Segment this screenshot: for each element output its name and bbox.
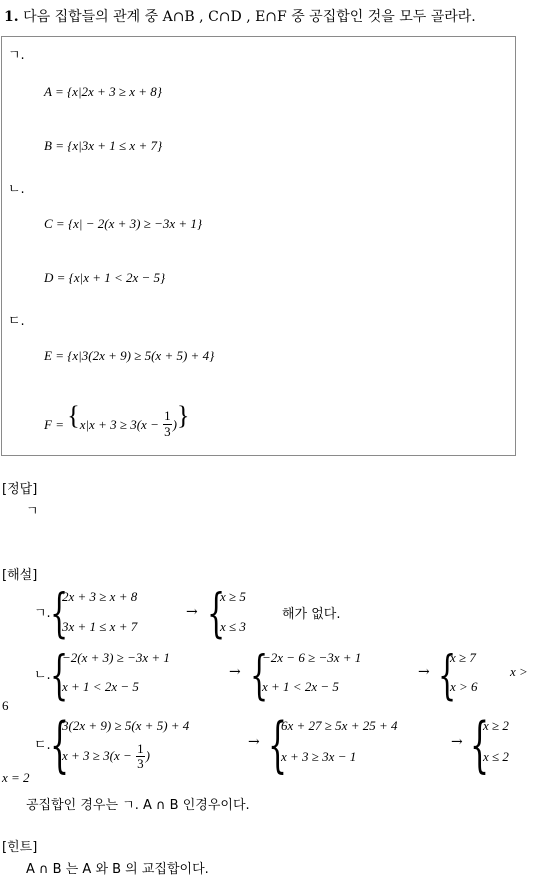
solution-3-fraction [136, 742, 145, 772]
hint-text: A ∩ B 는 A 와 B 의 교집합이다. [26, 862, 209, 877]
solution-3-arrow-1: → [248, 734, 260, 750]
solution-3-brace-1: { [50, 710, 70, 780]
solution-3-brace-3: { [470, 710, 490, 780]
set-F-fraction-denominator: 3 [164, 423, 171, 439]
solution-2-label: ㄴ. [34, 668, 51, 683]
solution-3-brace-2: { [268, 710, 288, 780]
solution-heading: [해설] [2, 568, 38, 583]
answer-value: ㄱ [26, 504, 39, 519]
solution-2-tail: x > [510, 664, 528, 679]
solution-3-wrap: x = 2 [2, 770, 30, 785]
solution-3-fraction-numerator: 1 [137, 741, 144, 756]
solution-3-eq-b-close: ) [145, 747, 150, 763]
solution-2-step-b: x + 1 < 2x − 5 [262, 679, 339, 694]
solution-1-arrow: → [186, 604, 198, 620]
group-label-1: ㄱ. [8, 48, 25, 63]
solution-2-brace-3: { [438, 646, 457, 706]
group-label-3: ㄷ. [8, 314, 25, 329]
solution-3-arrow-2: → [451, 734, 463, 750]
set-D: D = {x|x + 1 < 2x − 5} [44, 270, 166, 285]
solution-3-eq-b-text: x + 3 ≥ 3(x − [62, 747, 136, 763]
solution-3-result-a: x ≥ 2 [483, 718, 509, 733]
set-F-condition: x|x + 3 ≥ 3(x − [79, 417, 163, 432]
hint-heading: [힌트] [2, 840, 38, 855]
solution-2-arrow-2: → [418, 664, 430, 680]
solution-1-note: 해가 없다. [282, 607, 341, 622]
group-label-2: ㄴ. [8, 182, 25, 197]
solution-3-result-b: x ≤ 2 [483, 749, 509, 764]
solution-2-eq-a: −2(x + 3) ≥ −3x + 1 [62, 650, 170, 665]
solution-1-brace-left: { [50, 584, 69, 644]
set-F-fraction-numerator: 1 [164, 408, 171, 424]
solution-2-brace-1: { [50, 646, 69, 706]
solution-1-result-a: x ≥ 5 [220, 589, 246, 604]
solution-3-step-a: 6x + 27 ≥ 5x + 25 + 4 [281, 718, 398, 733]
solution-1-result-b: x ≤ 3 [220, 619, 246, 634]
set-A: A = {x|2x + 3 ≥ x + 8} [44, 84, 162, 99]
solution-2-result-a: x ≥ 7 [450, 650, 476, 665]
set-C: C = {x| − 2(x + 3) ≥ −3x + 1} [44, 216, 203, 231]
set-F-close-paren: ) [172, 417, 177, 432]
problem-number: 1. [4, 9, 19, 25]
set-F [44, 398, 190, 439]
solution-1-label: ㄱ. [34, 606, 51, 621]
set-F-open-brace: { [67, 401, 80, 430]
solution-1-eq-a: 2x + 3 ≥ x + 8 [62, 589, 138, 604]
set-E: E = {x|3(2x + 9) ≥ 5(x + 5) + 4} [44, 348, 215, 363]
solution-2-result-b: x > 6 [450, 679, 478, 694]
problem-text: 다음 집합들의 관계 중 A∩B , C∩D , E∩F 중 공집합인 것을 모두 골라라. [23, 9, 476, 25]
solution-2-wrap: 6 [2, 698, 9, 713]
set-F-fraction [163, 409, 172, 439]
solution-1-brace-right: { [207, 584, 226, 644]
solution-2-brace-2: { [250, 646, 269, 706]
set-F-prefix: F = [44, 417, 68, 432]
solution-3-fraction-denominator: 3 [137, 756, 144, 772]
solution-2-eq-b: x + 1 < 2x − 5 [62, 679, 139, 694]
solution-3-label: ㄷ. [34, 738, 51, 753]
solution-conclusion: 공집합인 경우는 ㄱ. A ∩ B 인경우이다. [26, 798, 250, 813]
solution-2-arrow-1: → [229, 664, 241, 680]
problem-line [4, 6, 476, 26]
solution-3-eq-b [62, 742, 150, 772]
answer-heading: [정답] [2, 482, 38, 497]
set-B: B = {x|3x + 1 ≤ x + 7} [44, 138, 163, 153]
solution-1-eq-b: 3x + 1 ≤ x + 7 [62, 619, 138, 634]
solution-3-step-b: x + 3 ≥ 3x − 1 [281, 749, 357, 764]
set-F-close-brace: } [176, 401, 190, 430]
solution-2-step-a: −2x − 6 ≥ −3x + 1 [262, 650, 362, 665]
solution-3-eq-a: 3(2x + 9) ≥ 5(x + 5) + 4 [62, 718, 190, 733]
